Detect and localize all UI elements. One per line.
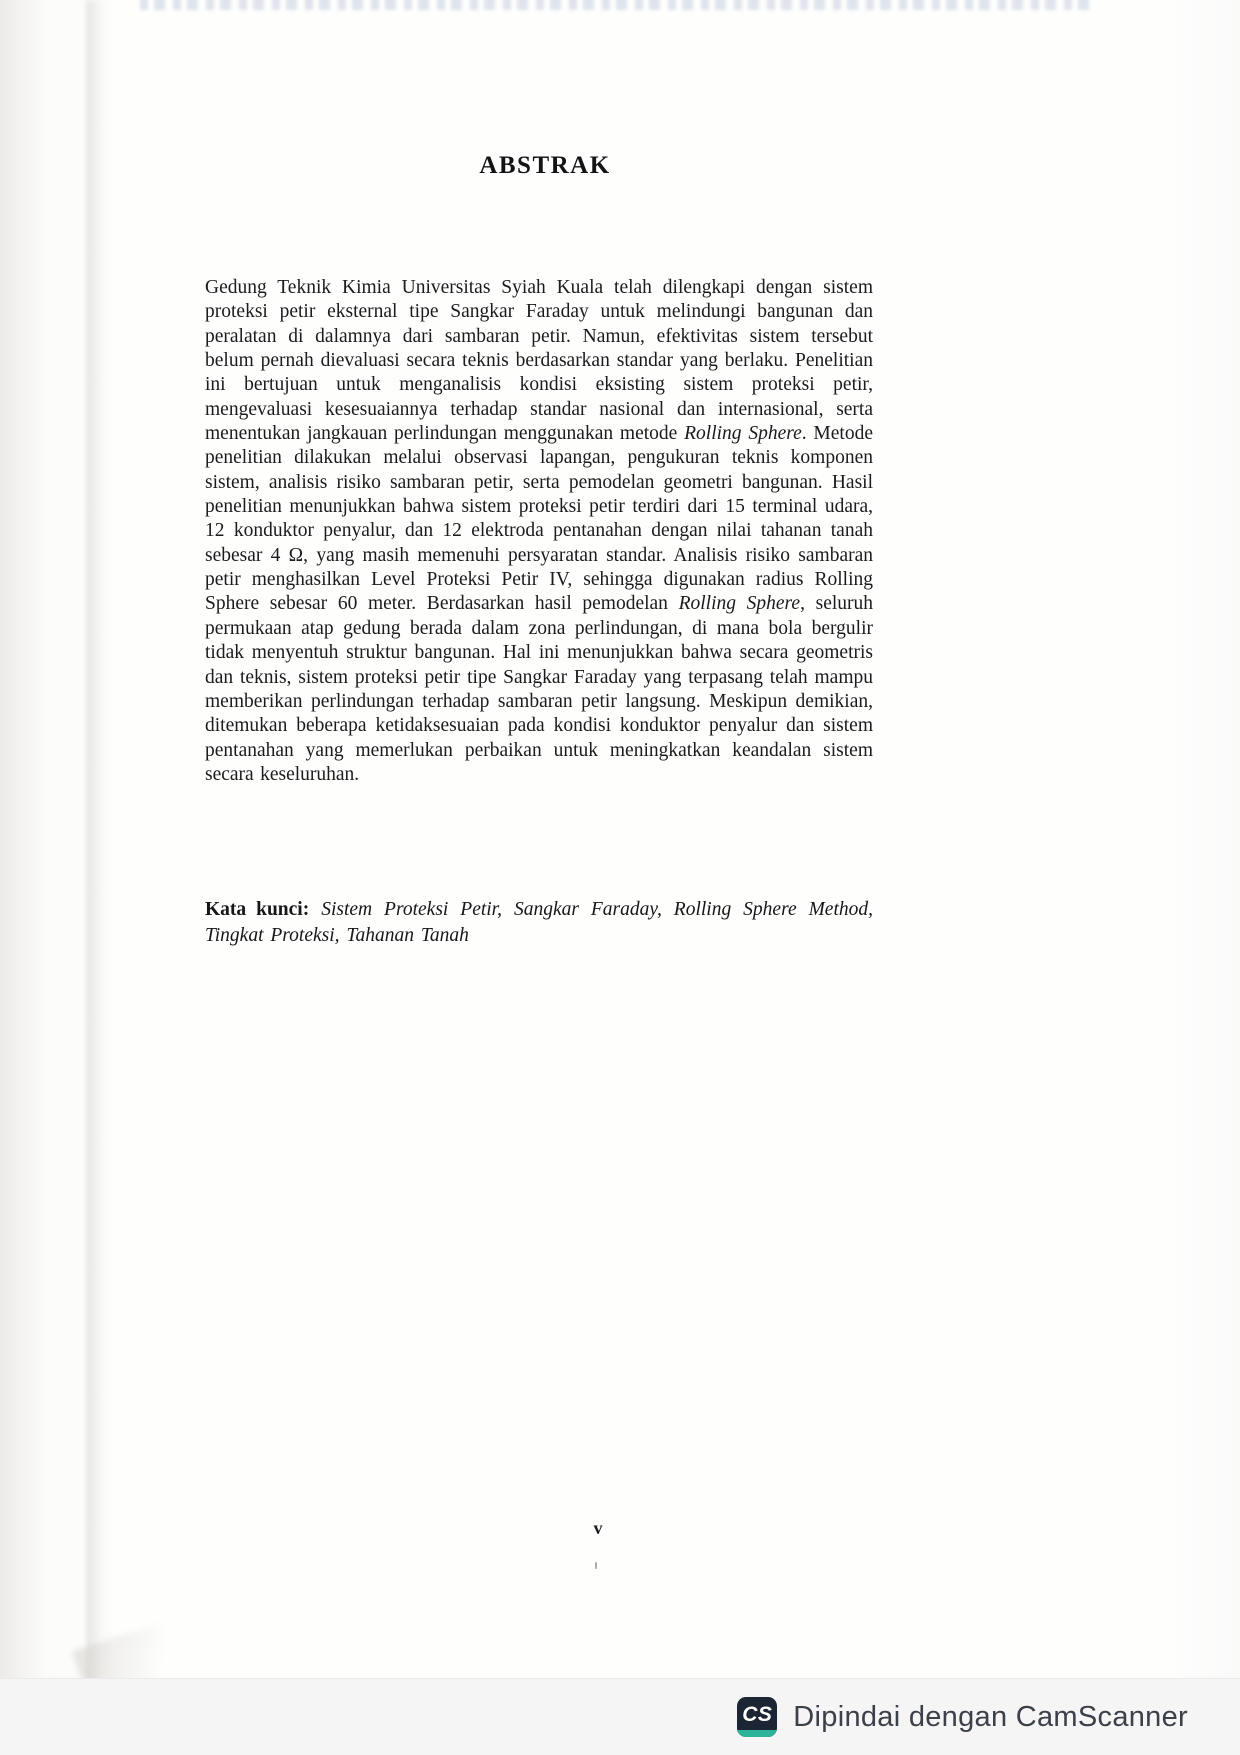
keywords-text: Sistem Proteksi Petir, Sangkar Faraday, Rolling Sphere Method, Tingkat Proteksi, Tahanan Tanah <box>205 899 874 946</box>
abstract-paragraph: Gedung Teknik Kimia Universitas Syiah Kuala telah dilengkapi dengan sistem proteksi petir eksternal tipe Sangkar Faraday untuk melindungi bangunan dan peralatan di dalamnya dari sambaran petir. Namun, efektivitas sistem tersebut belum pernah dievaluasi secara teknis berdasarkan standar yang berlaku. Penelitian ini bertujuan untuk menganalisis kondisi eksisting sistem proteksi petir, mengevaluasi kesesuaiannya terhadap standar nasional dan internasional, serta menentukan jangkauan perlindungan menggunakan metode Rolling Sphere. Metode penelitian dilakukan melalui observasi lapangan, pengukuran teknis komponen sistem, analisis risiko sambaran petir, serta pemodelan geometri bangunan. Hasil penelitian menunjukkan bahwa sistem proteksi petir terdiri dari 15 terminal udara, 12 konduktor penyalur, dan 12 elektroda pentanahan dengan nilai tahanan tanah sebesar 4 Ω, yang masih memenuhi persyaratan standar. Analisis risiko sambaran petir menghasilkan Level Proteksi Petir IV, sehingga digunakan radius Rolling Sphere sebesar 60 meter. Berdasarkan hasil pemodelan Rolling Sphere, seluruh permukaan atap gedung berada dalam zona perlindungan, di mana bola bergulir tidak menyentuh struktur bangunan. Hal ini menunjukkan bahwa secara geometris dan teknis, sistem proteksi petir tipe Sangkar Faraday yang terpasang telah mampu memberikan perlindungan terhadap sambaran petir langsung. Meskipun demikian, ditemukan beberapa ketidaksesuaian pada kondisi konduktor penyalur dan sistem pentanahan yang memerlukan perbaikan untuk meningkatkan keandalan sistem secara keseluruhan. <box>205 277 874 785</box>
top-bleed-text-artifact <box>140 0 1090 10</box>
scan-speck-artifact <box>595 1562 597 1569</box>
scan-left-edge-shadow <box>86 0 112 1680</box>
camscanner-icon <box>737 1697 777 1737</box>
camscanner-icon-accent <box>737 1730 777 1737</box>
page-number: v <box>593 1518 603 1538</box>
watermark-label: Dipindai dengan CamScanner <box>793 1700 1188 1733</box>
keywords-line <box>205 897 873 949</box>
camscanner-watermark <box>737 1697 1188 1737</box>
keywords-label: Kata kunci: <box>205 899 310 920</box>
camscanner-icon-letters: CS <box>742 1703 773 1726</box>
page-title: ABSTRAK <box>479 152 611 179</box>
camscanner-watermark-bar <box>0 1678 1240 1755</box>
